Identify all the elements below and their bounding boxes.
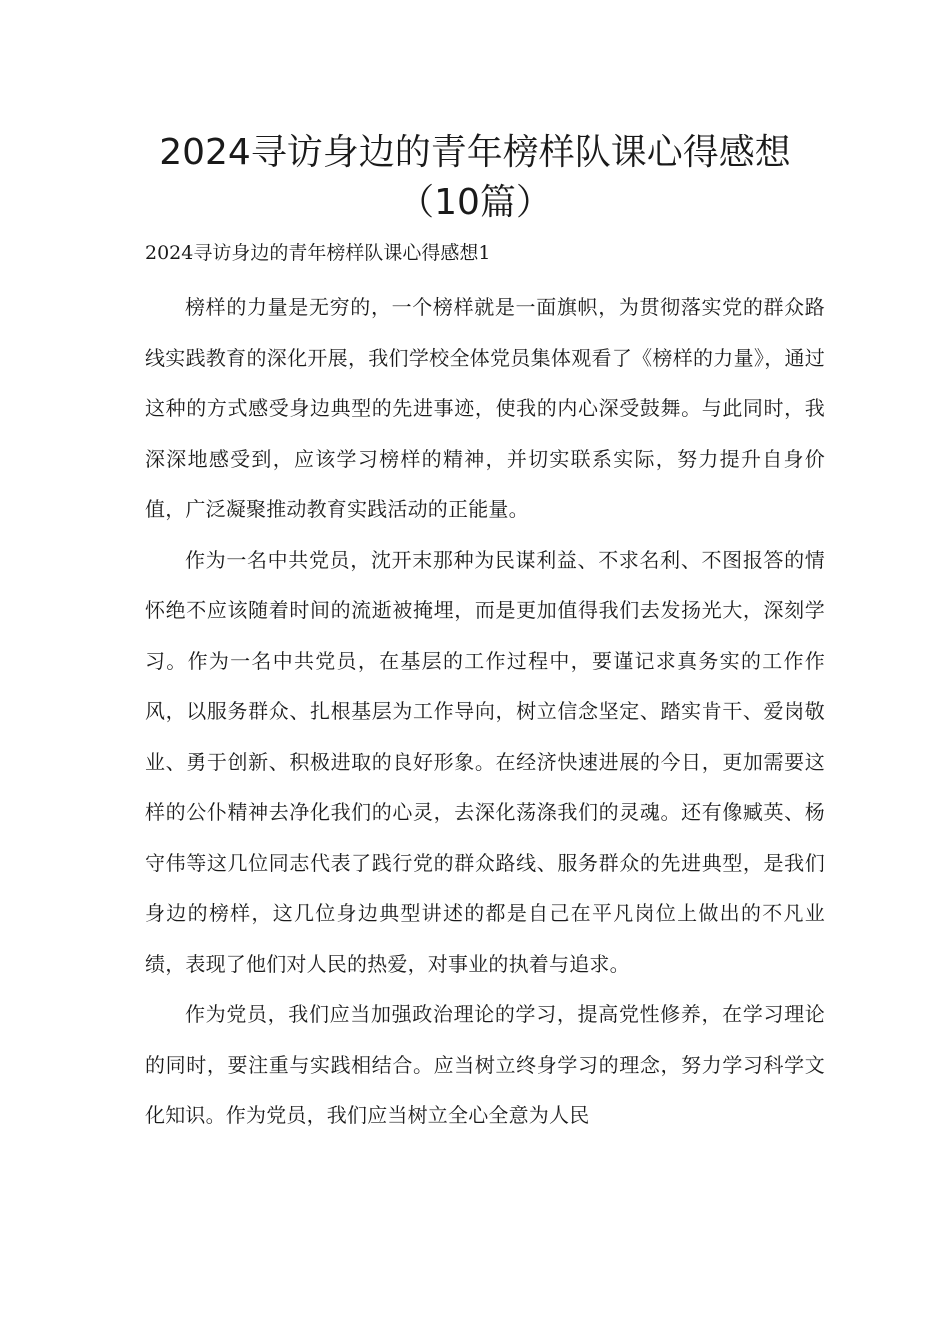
document-title-line-2: （10篇）: [398, 182, 552, 223]
paragraph-3: 作为党员，我们应当加强政治理论的学习，提高党性修养，在学习理论的同时，要注重与实践相结合。应当树立终身学习的理念，努力学习科学文化知识。作为党员，我们应当树立全心全意为人民: [145, 1002, 825, 1127]
document-title-line-1: 2024寻访身边的青年榜样队课心得感想: [159, 132, 791, 173]
body-text: [145, 282, 825, 1141]
section-heading: 2024寻访身边的青年榜样队课心得感想1: [145, 242, 491, 264]
paragraph-2: 作为一名中共党员，沈开末那种为民谋利益、不求名利、不图报答的情怀绝不应该随着时间的流逝被掩埋，而是更加值得我们去发扬光大，深刻学习。作为一名中共党员，在基层的工作过程中，要谨记求真务实的工作作风，以服务群众、扎根基层为工作导向，树立信念坚定、踏实肯干、爱岗敬业、勇于创新、积极进取的良好形象。在经济快速进展的今日，更加需要这样的公仆精神去净化我们的心灵，去深化荡涤我们的灵魂。还有像臧英、杨守伟等这几位同志代表了践行党的群众路线、服务群众的先进典型，是我们身边的榜样，这几位身边典型讲述的都是自己在平凡岗位上做出的不凡业绩，表现了他们对人民的热爱，对事业的执着与追求。: [145, 547, 825, 976]
paragraph-1: 榜样的力量是无穷的，一个榜样就是一面旗帜，为贯彻落实党的群众路线实践教育的深化开展，我们学校全体党员集体观看了《榜样的力量》，通过这种的方式感受身边典型的先进事迹，使我的内心深受鼓舞。与此同时，我深深地感受到，应该学习榜样的精神，并切实联系实际，努力提升自身价值，广泛凝聚推动教育实践活动的正能量。: [145, 295, 825, 521]
